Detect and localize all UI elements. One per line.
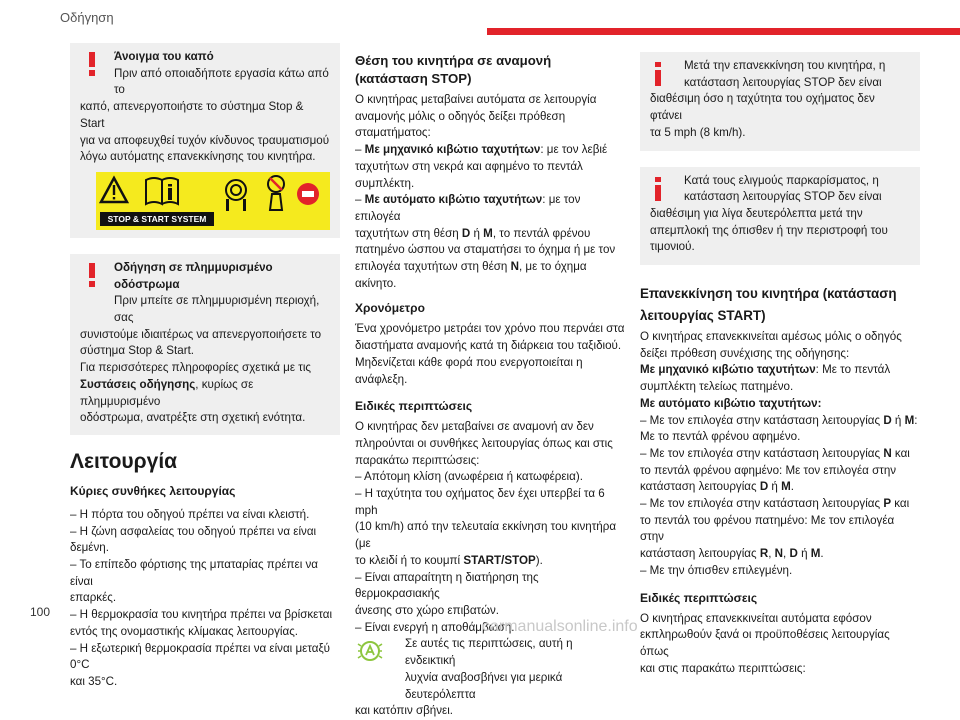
text-line: λόγω αυτόματης επανεκκίνησης του κινητήρα. bbox=[80, 150, 316, 164]
text-line: Ο κινητήρας επανεκκινείται αμέσως μόλις ο οδηγός bbox=[640, 330, 902, 344]
text-line: συνιστούμε ιδιαιτέρως να απενεργοποιήσετε το bbox=[80, 327, 322, 341]
text-line: Μετά την επανεκκίνηση του κινητήρα, η bbox=[684, 59, 886, 72]
text-fragment: ή bbox=[768, 480, 782, 494]
text-line: Πριν μπείτε σε πλημμυρισμένη περιοχή, σας bbox=[114, 294, 320, 325]
text-line: Με αυτόματο κιβώτιο ταχυτήτων: bbox=[640, 396, 822, 410]
text-line: Ο κινητήρας δεν μεταβαίνει σε αναμονή αν δεν bbox=[355, 420, 594, 434]
text-line: παρακάτω περιπτώσεις: bbox=[355, 453, 480, 467]
text-line: διαθέσιμη για λίγα δευτερόλεπτα μετά την bbox=[650, 206, 863, 220]
text-fragment: , bbox=[768, 547, 775, 561]
bullet-dash: – bbox=[355, 143, 365, 157]
text-fragment: , κυρίως σε πλημμυρισμένο bbox=[80, 377, 254, 408]
list-item bbox=[640, 496, 920, 513]
text-line: τα 5 mph (8 km/h). bbox=[650, 125, 746, 139]
text-line: Σε αυτές τις περιπτώσεις, αυτή η ενδεικτική bbox=[405, 637, 573, 668]
text-fragment: : bbox=[914, 413, 918, 427]
text-line: κατάσταση λειτουργίας STOP δεν είναι bbox=[684, 75, 882, 89]
list-item: – Η θερμοκρασία του κινητήρα πρέπει να βρίσκεται bbox=[70, 608, 333, 622]
gear-letter: R bbox=[759, 547, 769, 561]
text-line: συμπλέκτη τελείως πατημένο. bbox=[640, 380, 794, 394]
text-line: καπό, απενεργοποιήστε το σύστημα Stop & Start bbox=[80, 100, 304, 130]
gear-letter: D bbox=[461, 226, 471, 240]
text-line: Ο κινητήρας μεταβαίνει αυτόματα σε λειτουργία bbox=[355, 93, 597, 106]
text-line bbox=[80, 377, 330, 410]
list-item: επαρκές. bbox=[70, 591, 117, 605]
text-fragment: το κλειδί ή το κουμπί bbox=[355, 553, 464, 567]
text-line: το πεντάλ φρένου αφημένο: Με τον επιλογέα στην bbox=[640, 463, 897, 477]
section-title bbox=[640, 283, 920, 327]
text-line bbox=[355, 226, 625, 243]
indicator-note bbox=[355, 636, 625, 703]
warning-icon bbox=[84, 51, 100, 77]
text-fragment: : με τον λεβιέ bbox=[540, 143, 608, 157]
text-line: Κατά τους ελιγμούς παρκαρίσματος, η bbox=[684, 173, 879, 187]
subsection-title: Χρονόμετρο bbox=[355, 301, 425, 316]
text-fragment: κατάσταση λειτουργίας bbox=[640, 480, 760, 494]
text-line: πληρούνται οι συνθήκες λειτουργίας όπως και στις bbox=[355, 436, 613, 450]
title-line: Επανεκκίνηση του κινητήρα (κατάσταση bbox=[640, 286, 897, 302]
text-fragment: , με το όχημα ακίνητο. bbox=[355, 260, 587, 290]
page-number: 100 bbox=[30, 605, 51, 619]
text-line: για να αποφευχθεί τυχόν κίνδυνος τραυματισμού bbox=[80, 133, 330, 147]
info-box-parking bbox=[640, 167, 920, 266]
text-fragment: Με μηχανικό κιβώτιο ταχυτήτων bbox=[364, 143, 541, 157]
sign-pictograms-icon bbox=[96, 172, 330, 212]
text-line: διαστήματα αναμονής κατά τη διάρκεια του ταξιδιού. bbox=[355, 339, 622, 353]
list-item: – Απότομη κλίση (ανωφέρεια ή κατωφέρεια). bbox=[355, 470, 583, 484]
text-line: σύστημα Stop & Start. bbox=[80, 344, 195, 358]
gear-letter: D bbox=[789, 547, 798, 561]
list-item: δεμένη. bbox=[70, 541, 109, 555]
bullet-dash: – bbox=[355, 193, 365, 207]
text-line bbox=[355, 142, 625, 159]
gear-letter: M bbox=[810, 547, 821, 561]
text-fragment: : Με το πεντάλ bbox=[815, 363, 891, 377]
text-fragment: Με αυτόματο κιβώτιο ταχυτήτων bbox=[364, 193, 543, 207]
text-line bbox=[355, 259, 625, 292]
text-line: (10 km/h) από την τελευταία εκκίνηση του κινητήρα (με bbox=[355, 520, 617, 551]
gear-letter: D bbox=[759, 480, 769, 494]
warning-box-hood bbox=[70, 43, 340, 238]
gear-letter: M bbox=[904, 413, 915, 427]
text-fragment: ). bbox=[535, 553, 543, 567]
info-icon bbox=[652, 62, 664, 86]
title-line: (κατάσταση STOP) bbox=[355, 71, 472, 86]
text-line: εκπληρωθούν ξανά οι προϋποθέσεις λειτουργίας όπως bbox=[640, 628, 890, 658]
text-line: και κατόπιν σβήνει. bbox=[355, 704, 454, 718]
text-fragment: . bbox=[790, 480, 794, 494]
gear-letter: M bbox=[483, 226, 493, 240]
text-line: σταματήματος: bbox=[355, 126, 431, 140]
list-item: – Η εξωτερική θερμοκρασία πρέπει να είναι μεταξύ 0°C bbox=[70, 641, 330, 672]
list-item: εντός της ονομαστικής κλίμακας λειτουργίας. bbox=[70, 624, 299, 638]
list-item: – Το επίπεδο φόρτισης της μπαταρίας πρέπει να είναι bbox=[70, 558, 319, 588]
column-1 bbox=[70, 43, 340, 691]
title-line: Θέση του κινητήρα σε αναμονή bbox=[355, 53, 552, 68]
text-line: συμπλέκτη. bbox=[355, 176, 415, 190]
text-line: Πριν από οποιαδήποτε εργασία κάτω από το bbox=[114, 66, 329, 97]
text-fragment: και bbox=[891, 446, 910, 460]
text-line bbox=[640, 479, 920, 496]
text-line: άνεσης στο χώρο επιβατών. bbox=[355, 603, 500, 617]
list-item: – Η ταχύτητα του οχήματος δεν έχει υπερβεί τα 6 mph bbox=[355, 487, 605, 517]
text-line: απεμπλοκή της όπισθεν ή την περιστροφή του bbox=[650, 223, 888, 237]
text-fragment: Με μηχανικό κιβώτιο ταχυτήτων bbox=[640, 363, 816, 377]
text-fragment: ή bbox=[797, 547, 811, 561]
gear-letter: N bbox=[774, 547, 784, 561]
box-title: Άνοιγμα του καπό bbox=[114, 50, 214, 63]
section-title bbox=[355, 52, 625, 88]
list-item: – Η ζώνη ασφαλείας του οδηγού πρέπει να είναι bbox=[70, 524, 317, 538]
text-fragment: ή bbox=[891, 413, 905, 427]
text-fragment: ταχυτήτων στη θέση bbox=[355, 226, 462, 240]
info-icon bbox=[652, 177, 664, 201]
stop-start-indicator-icon bbox=[355, 638, 385, 664]
text-line: κατάσταση λειτουργίας STOP δεν είναι bbox=[684, 190, 882, 204]
text-line: Με το πεντάλ φρένου αφημένο. bbox=[640, 430, 801, 444]
text-line: οδόστρωμα, ανατρέξτε στη σχετική ενότητα. bbox=[80, 411, 306, 425]
text-fragment: και bbox=[891, 497, 910, 511]
subsection-title: Κύριες συνθήκες λειτουργίας bbox=[70, 483, 236, 498]
text-line: τιμονιού. bbox=[650, 240, 695, 254]
header-bar bbox=[487, 28, 960, 35]
text-line: Μηδενίζεται κάθε φορά που ενεργοποιείται η ανάφλεξη. bbox=[355, 355, 583, 386]
gear-letter: P bbox=[883, 497, 892, 511]
text-fragment: – Με τον επιλογέα στην κατάσταση λειτουργίας bbox=[640, 413, 884, 427]
text-line: ταχυτήτων στη νεκρά και αφημένο το πεντάλ bbox=[355, 159, 583, 173]
list-item bbox=[640, 446, 920, 463]
gear-letter: N bbox=[510, 260, 519, 274]
gear-letter: M bbox=[781, 480, 791, 494]
text-line: Για περισσότερες πληροφορίες σχετικά με τις bbox=[80, 361, 311, 375]
list-item: – Με την όπισθεν επιλεγμένη. bbox=[640, 563, 793, 577]
list-item: – Είναι ενεργή η αποθάμβωση. bbox=[355, 620, 515, 634]
text-fragment: , το πεντάλ φρένου bbox=[492, 226, 591, 240]
box-title: Οδήγηση σε πλημμυρισμένο οδόστρωμα bbox=[114, 260, 273, 291]
subsection-title: Ειδικές περιπτώσεις bbox=[640, 590, 758, 605]
text-line: το πεντάλ του φρένου πατημένο: Με τον επιλογέα στην bbox=[640, 513, 895, 544]
text-line: Ο κινητήρας επανεκκινείται αυτόματα εφόσον bbox=[640, 611, 872, 625]
text-fragment: ή bbox=[470, 226, 484, 240]
text-fragment: , bbox=[783, 547, 790, 561]
text-fragment: . bbox=[820, 547, 824, 561]
text-line: λυχνία αναβοσβήνει για μερικά δευτερόλεπτα bbox=[405, 670, 563, 701]
text-line: Ένα χρονόμετρο μετράει τον χρόνο που περνάει στα bbox=[355, 322, 625, 336]
section-title: Λειτουργία bbox=[70, 449, 178, 473]
warning-box-flood bbox=[70, 254, 340, 435]
cross-reference-link: Συστάσεις οδήγησης bbox=[80, 377, 196, 391]
text-fragment: : με τον επιλογέα bbox=[355, 193, 581, 223]
text-fragment: – Με τον επιλογέα στην κατάσταση λειτουργίας bbox=[640, 497, 884, 511]
text-line bbox=[355, 192, 625, 225]
stop-start-sign bbox=[96, 172, 330, 230]
text-fragment: – Με τον επιλογέα στην κατάσταση λειτουργίας bbox=[640, 446, 884, 460]
column-3 bbox=[640, 52, 920, 677]
text-line: και στις παρακάτω περιπτώσεις: bbox=[640, 661, 806, 675]
text-line: δείξει πρόθεση συνέχισης της οδήγησης: bbox=[640, 346, 850, 360]
text-fragment: START/STOP bbox=[463, 553, 536, 567]
text-fragment: κατάσταση λειτουργίας bbox=[640, 547, 760, 561]
header-title: Οδήγηση bbox=[60, 10, 114, 25]
gear-letter: D bbox=[883, 413, 892, 427]
list-item bbox=[640, 413, 920, 430]
conditions-list bbox=[70, 507, 340, 691]
text-fragment: επιλογέα ταχυτήτων στη θέση bbox=[355, 260, 511, 274]
warning-icon bbox=[84, 262, 100, 288]
text-line: πατημένο ώσπου να σταματήσει το όχημα ή με τον bbox=[355, 243, 616, 257]
list-item: και 35°C. bbox=[70, 674, 118, 688]
watermark: carmanualsonline.info bbox=[482, 618, 638, 635]
info-box-restart bbox=[640, 52, 920, 151]
list-item: – Είναι απαραίτητη η διατήρηση της θερμοκρασιακής bbox=[355, 570, 539, 601]
text-line bbox=[355, 553, 625, 570]
subsection-title: Ειδικές περιπτώσεις bbox=[355, 399, 473, 414]
text-line: διαθέσιμη όσο η ταχύτητα του οχήματος δεν φτάνει bbox=[650, 92, 875, 123]
text-line: αναμονής μόλις ο οδηγός δείξει πρόθεση bbox=[355, 109, 566, 123]
title-line: λειτουργίας START) bbox=[640, 308, 766, 324]
gear-letter: N bbox=[883, 446, 892, 460]
sign-label: STOP & START SYSTEM bbox=[100, 212, 214, 226]
list-item: – Η πόρτα του οδηγού πρέπει να είναι κλειστή. bbox=[70, 507, 310, 521]
text-line bbox=[640, 546, 920, 563]
text-line bbox=[640, 362, 920, 379]
